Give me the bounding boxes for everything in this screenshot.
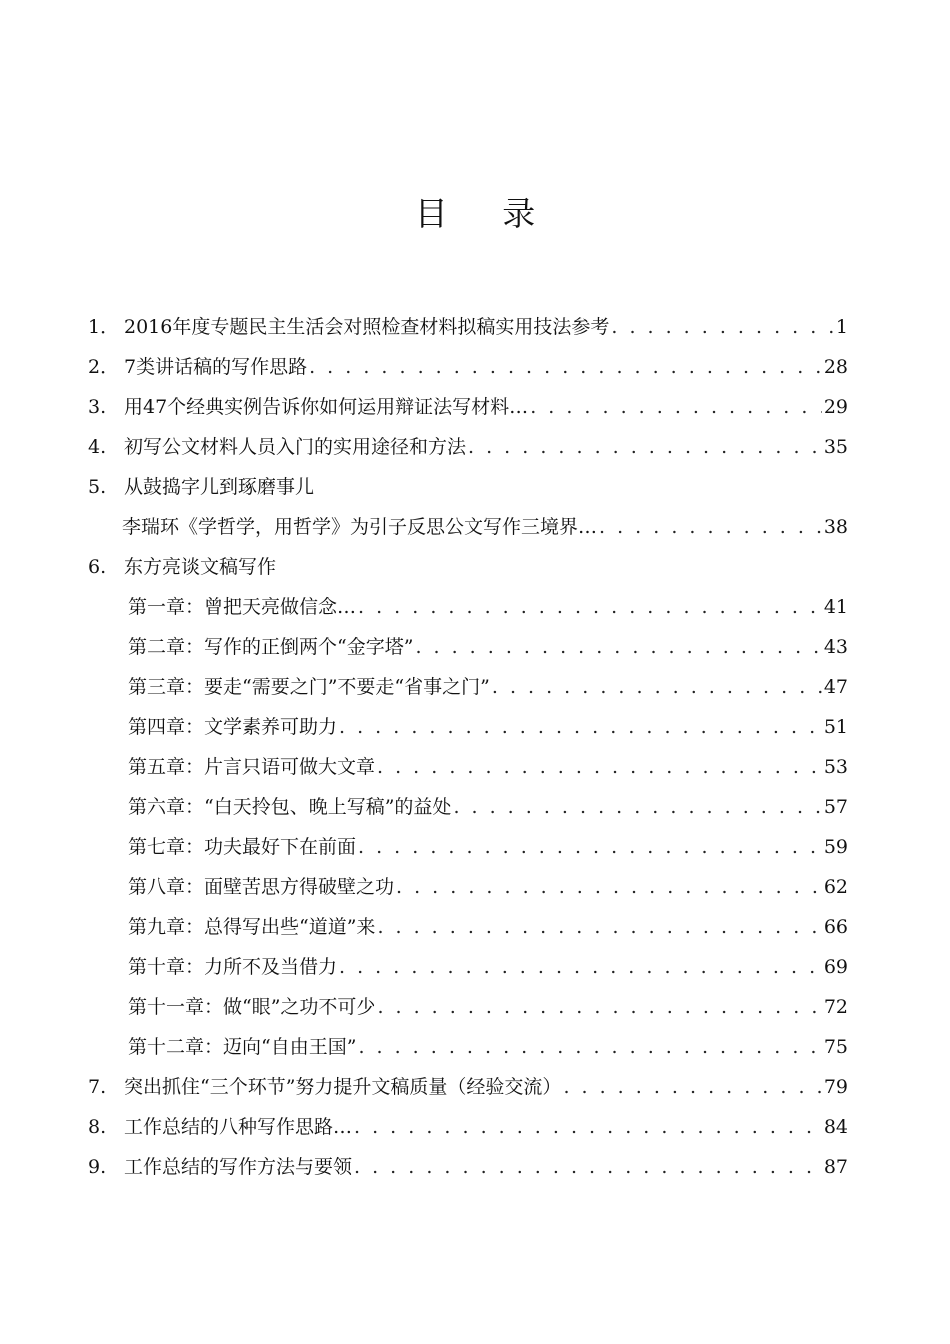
dot-leader [309,347,822,387]
toc-entry-page-number: 35 [823,436,848,458]
toc-entry-title: 第五章：片言只语可做大文章 [128,756,376,778]
toc-entry-title: 初写公文材料人员入门的实用途径和方法 [124,436,467,458]
dot-leader [599,507,822,547]
toc-entry-title: 第二章：写作的正倒两个“金字塔” [128,636,414,658]
toc-entry-page-number: 38 [823,516,848,538]
dot-leader [468,427,822,467]
toc-entry-page-number: 29 [823,396,848,418]
page-title: 目 录 [414,194,558,233]
toc-entry-number: 8. [88,1116,107,1138]
toc-entry[interactable] [88,867,848,907]
toc-entry-title: 第十一章：做“眼”之功不可少 [128,996,376,1018]
toc-entry-title: 7类讲话稿的写作思路 [124,356,308,378]
dot-leader [377,747,822,787]
dot-leader [563,1067,821,1107]
toc-entry-page-number: 75 [823,1036,848,1058]
toc-entry[interactable] [88,547,848,587]
toc-entry[interactable] [88,507,848,547]
toc-entry-title: 第六章：“白天拎包、晚上写稿”的益处 [128,796,452,818]
toc-entry-page-number: 57 [823,796,848,818]
dot-leader [377,907,821,947]
toc-entry-page-number: 47 [823,676,848,698]
toc-entry-title: 工作总结的写作方法与要领 [124,1156,353,1178]
toc-entry[interactable] [88,347,848,387]
toc-entry-title: 第十章：力所不及当借力 [128,956,338,978]
toc-entry-title: 李瑞环《学哲学，用哲学》为引子反思公文写作三境界… [122,516,598,538]
toc-entry-page-number: 87 [823,1156,848,1178]
dot-leader [415,627,821,667]
toc-entry[interactable] [88,387,848,427]
toc-entry-title: 2016年度专题民主生活会对照检查材料拟稿实用技法参考 [124,316,610,338]
toc-entry[interactable] [88,1147,848,1187]
dot-leader [492,667,822,707]
toc-entry-number: 3. [88,396,107,418]
toc-entry-page-number: 79 [823,1076,848,1098]
dot-leader [530,387,822,427]
toc-entry-title: 第四章：文学素养可助力 [128,716,338,738]
toc-entry-title: 第七章：功夫最好下在前面 [128,836,357,858]
toc-entry-page-number: 28 [823,356,848,378]
toc-entry-page-number: 53 [823,756,848,778]
toc-entry[interactable] [88,467,848,507]
toc-entry[interactable] [88,667,848,707]
toc-entry-number: 9. [88,1156,107,1178]
toc-entry-title: 工作总结的八种写作思路… [124,1116,353,1138]
toc-entry-title: 第十二章：迈向“自由王国” [128,1036,357,1058]
dot-leader [453,787,821,827]
toc-entry-title: 东方亮谈文稿写作 [124,556,277,578]
dot-leader [396,867,822,907]
toc-entry-title: 第一章：曾把天亮做信念… [128,596,357,618]
toc-entry-page-number: 72 [823,996,848,1018]
toc-entry-number: 2． [88,356,120,378]
dot-leader [339,707,822,747]
toc-entry[interactable] [88,307,848,347]
toc-entry-title: 第三章：要走“需要之门”不要走“省事之门” [128,676,490,698]
dot-leader [358,1027,821,1067]
toc-entry-title: 突出抓住“三个环节”努力提升文稿质量（经验交流） [124,1076,562,1098]
toc-entry[interactable] [88,1067,848,1107]
toc-entry[interactable] [88,907,848,947]
toc-entry-number: 5. [88,476,107,498]
toc-entry[interactable] [88,627,848,667]
toc-entry-page-number: 84 [823,1116,848,1138]
toc-entry-page-number: 59 [823,836,848,858]
toc-entry[interactable] [88,1027,848,1067]
dot-leader [358,827,822,867]
toc-entry[interactable] [88,827,848,867]
toc-entry-page-number: 1 [835,316,848,338]
toc-entry[interactable] [88,707,848,747]
toc-entry-page-number: 66 [823,916,848,938]
toc-entry[interactable] [88,1107,848,1147]
toc-entry-number: 4. [88,436,107,458]
toc-entry-page-number: 62 [823,876,848,898]
toc-entry[interactable] [88,947,848,987]
toc-entry-number: 6. [88,556,107,578]
toc-entry-title: 用47个经典实例告诉你如何运用辩证法写材料… [124,396,529,418]
toc-entry-page-number: 69 [823,956,848,978]
toc-entry-page-number: 51 [823,716,848,738]
toc-entry-page-number: 41 [823,596,848,618]
dot-leader [358,587,822,627]
toc-entry[interactable] [88,787,848,827]
toc-entry-page-number: 43 [823,636,848,658]
dot-leader [339,947,822,987]
toc-entry-title: 第八章：面壁苦思方得破壁之功 [128,876,395,898]
toc-entry-title: 从鼓捣字儿到琢磨事儿 [124,476,315,498]
toc-entry[interactable] [88,427,848,467]
dot-leader [354,1147,822,1187]
dot-leader [377,987,821,1027]
toc-entry[interactable] [88,747,848,787]
toc-entry[interactable] [88,987,848,1027]
toc-entry-title: 第九章：总得写出些“道道”来 [128,916,376,938]
toc-entry[interactable] [88,587,848,627]
toc-entry-number: 7. [88,1076,107,1098]
toc-entry-number: 1． [88,316,120,338]
dot-leader [354,1107,822,1147]
dot-leader [611,307,834,347]
table-of-contents [88,307,848,1187]
